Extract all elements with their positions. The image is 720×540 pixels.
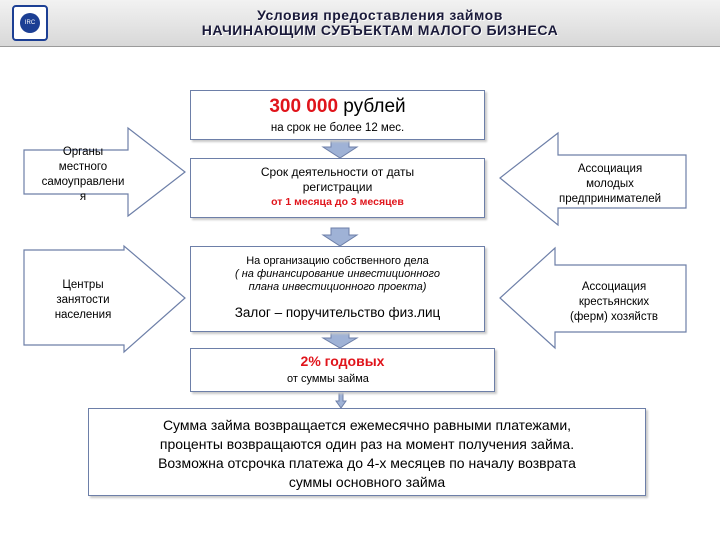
left-arrow-1-label: Органы местного самоуправлени я [41, 146, 125, 203]
activity-range: от 1 месяца до 3 месяцев [271, 196, 404, 208]
purpose-box [190, 246, 485, 332]
interest-base: от суммы займа [287, 373, 369, 385]
repayment-line2: проценты возвращаются один раз на момент получения займа. [159, 436, 575, 452]
purpose-line1: На организацию собственного дела [246, 255, 429, 267]
right-arrow-1-label: Ассоциация молодых предпринимателей [558, 163, 662, 205]
interest-rate-box [190, 348, 495, 392]
repayment-line4: суммы основного займа [288, 474, 446, 490]
connector-arrow-2 [323, 228, 357, 246]
left-arrow-2-label: Центры занятости населения [54, 279, 112, 321]
connector-arrow-1 [323, 140, 357, 158]
repayment-line3: Возможна отсрочка платежа до 4-х месяцев по началу возврата [158, 455, 576, 471]
loan-amount-box [190, 90, 485, 140]
interest-rate: 2% годовых [300, 353, 385, 369]
collateral-text: Залог – поручительство физ.лиц [234, 305, 441, 320]
purpose-line2: ( на финансирование инвестиционного [235, 268, 440, 280]
loan-currency: рублей [343, 96, 406, 117]
activity-line1: Срок деятельности от даты [260, 165, 415, 179]
activity-line2: регистрации [302, 180, 373, 194]
page-title-line2: НАЧИНАЮЩИМ СУБЪЕКТАМ МАЛОГО БИЗНЕСА [201, 22, 559, 38]
right-arrow-2-label: Ассоциация крестьянских (ферм) хозяйств [570, 281, 658, 323]
loan-amount: 300 000 [269, 96, 339, 117]
loan-term: на срок не более 12 мес. [270, 122, 405, 134]
repayment-box [88, 408, 646, 496]
purpose-line3: плана инвестиционного проекта) [248, 281, 427, 293]
activity-term-box [190, 158, 485, 218]
page-title-line1: Условия предоставления займов [257, 7, 503, 23]
repayment-line1: Сумма займа возвращается ежемесячно равными платежами, [162, 417, 572, 433]
connector-arrow-4 [336, 392, 346, 408]
logo-mark: IRC [20, 13, 40, 33]
connector-arrow-3 [323, 332, 357, 348]
